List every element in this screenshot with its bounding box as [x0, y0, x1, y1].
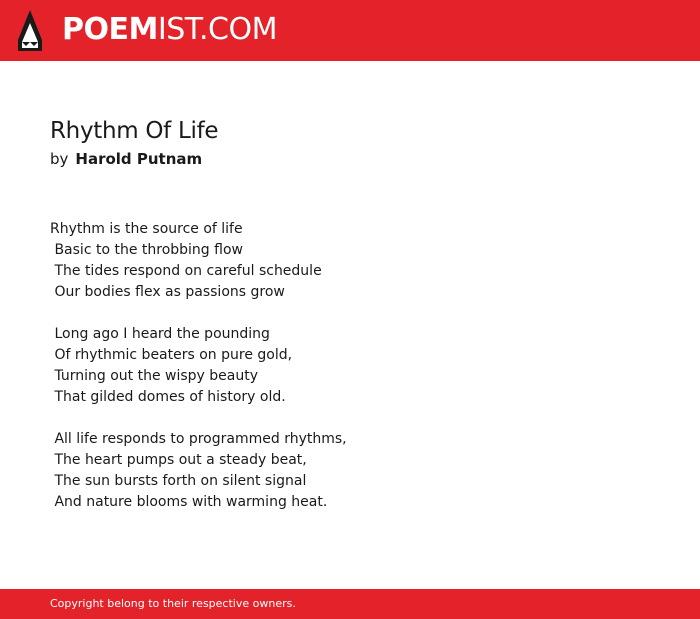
poem-line: Of rhythmic beaters on pure gold,: [50, 347, 293, 363]
poem-line: Our bodies flex as passions grow: [50, 284, 285, 300]
site-header: [0, 0, 700, 61]
stanza: [50, 429, 347, 513]
pencil-tip-icon[interactable]: [18, 10, 42, 51]
logo-bold-text: POEM: [62, 12, 158, 47]
byline: [50, 149, 218, 169]
copyright-notice: Copyright belong to their respective owners.: [50, 597, 296, 610]
poem-line: Long ago I heard the pounding: [50, 326, 270, 342]
poem-line: The sun bursts forth on silent signal: [50, 473, 307, 489]
poem-line: All life responds to programmed rhythms,: [50, 431, 347, 447]
poem-line: Basic to the throbbing flow: [50, 242, 243, 258]
stanza: [50, 219, 347, 303]
poem-line: The tides respond on careful schedule: [50, 263, 322, 279]
by-label: by: [50, 150, 69, 168]
poem-line: That gilded domes of history old.: [50, 389, 286, 405]
poem-header: [50, 116, 218, 169]
poem-body: [50, 219, 347, 534]
poem-line: Rhythm is the source of life: [50, 221, 243, 237]
site-logo[interactable]: [62, 13, 277, 47]
author-name: Harold Putnam: [75, 150, 203, 168]
stanza: [50, 324, 347, 408]
poem-line: Turning out the wispy beauty: [50, 368, 259, 384]
site-footer: [0, 589, 700, 619]
poem-line: The heart pumps out a steady beat,: [50, 452, 307, 468]
poem-title: Rhythm Of Life: [50, 118, 219, 144]
logo-light-text: IST.COM: [157, 12, 277, 47]
poem-line: And nature blooms with warming heat.: [50, 494, 328, 510]
